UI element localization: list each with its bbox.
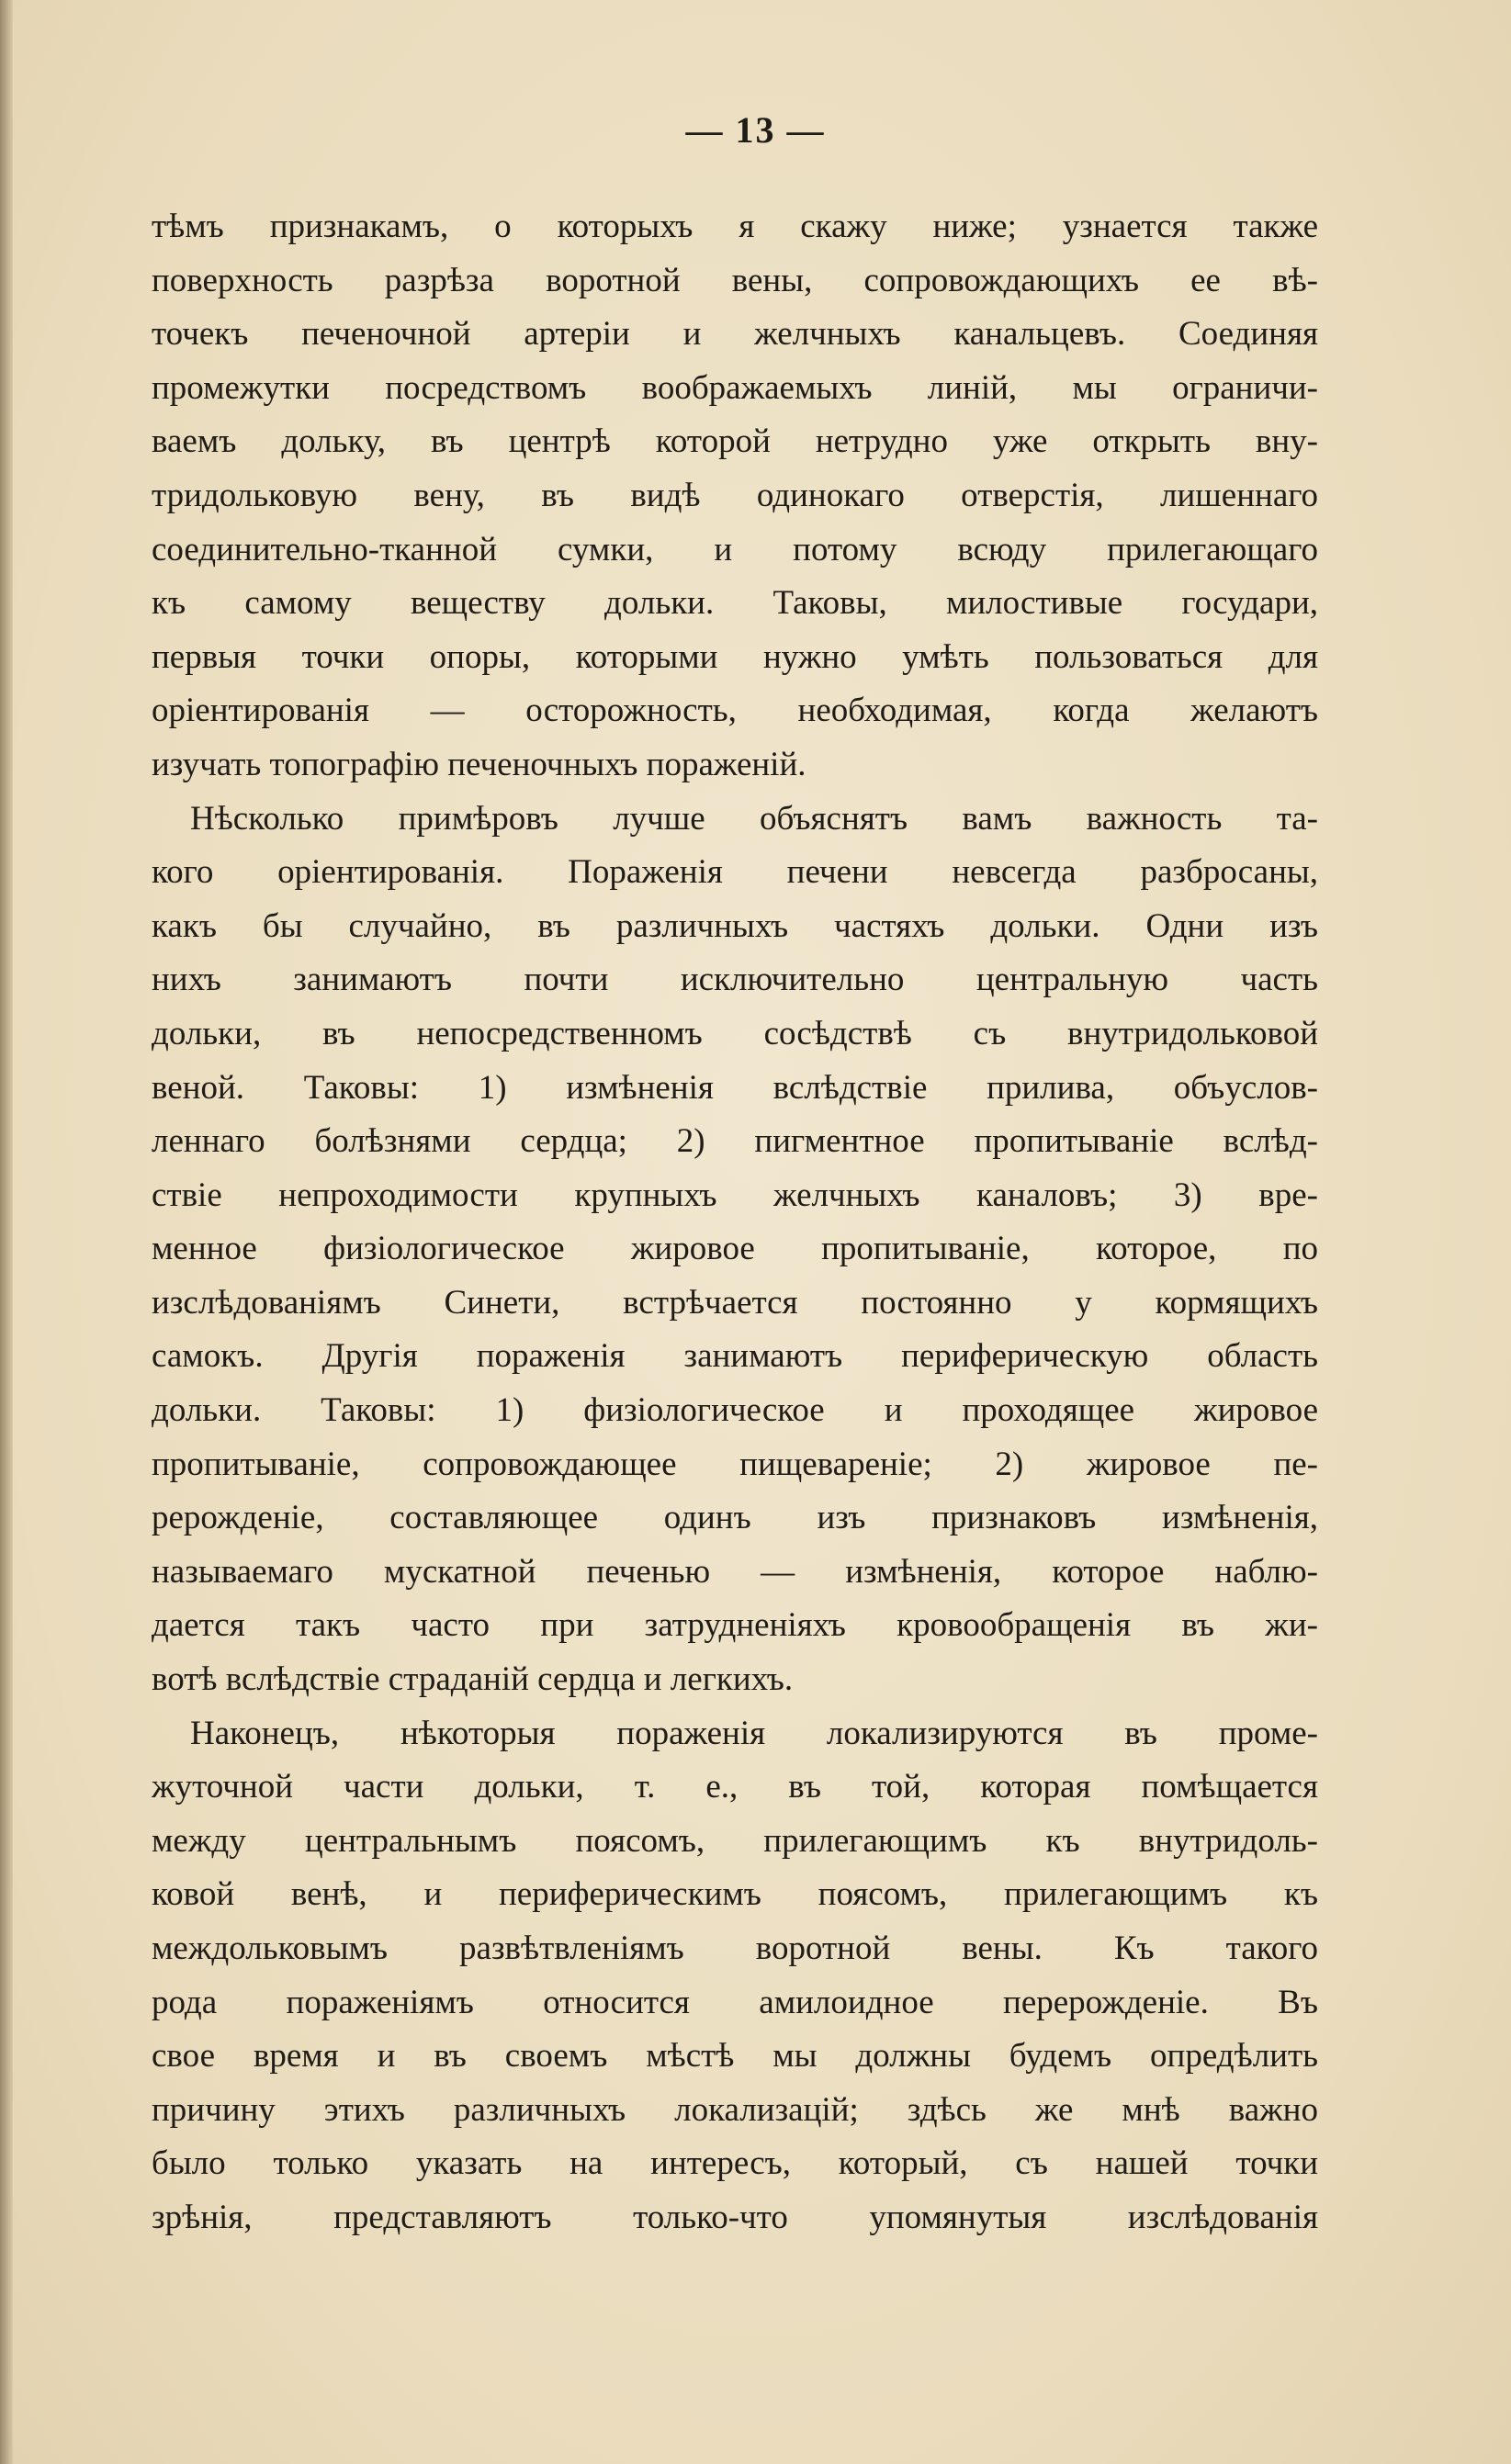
text-line: свое время и въ своемъ мѣстѣ мы должны будемъ опредѣлить — [152, 2037, 1318, 2076]
text-line: ваемъ дольку, въ центрѣ которой нетрудно уже открыть вну- — [152, 422, 1318, 461]
text-line: промежутки посредствомъ воображаемыхъ линій, мы ограничи- — [152, 368, 1318, 407]
text-line: ковой венѣ, и периферическимъ поясомъ, прилегающимъ къ — [152, 1875, 1318, 1914]
text-line: дается такъ часто при затрудненіяхъ кровообращенія въ жи- — [152, 1606, 1318, 1645]
text-line: рерожденіе, составляющее одинъ изъ признаковъ измѣненія, — [152, 1499, 1318, 1537]
text-line: дольки, въ непосредственномъ сосѣдствѣ съ внутридольковой — [152, 1014, 1318, 1052]
page-binding-edge — [0, 0, 13, 2464]
text-line: кого оріентированія. Пораженія печени невсегда разбросаны, — [152, 853, 1318, 892]
text-line: какъ бы случайно, въ различныхъ частяхъ дольки. Одни изъ — [152, 906, 1318, 945]
text-line: Наконецъ, нѣкоторыя пораженія локализируются въ проме- — [190, 1714, 1318, 1752]
text-line: изучать топографію печеночныхъ пораженій. — [152, 745, 806, 783]
text-line: оріентированія — осторожность, необходимая, когда желаютъ — [152, 692, 1318, 730]
text-line: менное физіологическое жировое пропитываніе, которое, по — [152, 1230, 1318, 1268]
text-line: рода пораженіямъ относится амилоидное перерожденіе. Въ — [152, 1983, 1318, 2021]
text-line: первыя точки опоры, которыми нужно умѣть пользоваться для — [152, 637, 1318, 676]
paragraph-3 — [152, 1707, 1318, 2245]
text-line: междольковымъ развѣтвленіямъ воротной вены. Къ такого — [152, 1930, 1318, 1967]
text-line: тридольковую вену, въ видѣ одинокаго отверстія, лишеннаго — [152, 476, 1318, 514]
text-line: тѣмъ признакамъ, о которыхъ я скажу ниже; узнается также — [152, 208, 1318, 245]
page-number: — 13 — — [685, 109, 826, 151]
text-line: причину этихъ различныхъ локализацій; здѣсь же мнѣ важно — [152, 2090, 1318, 2129]
text-line: веной. Таковы: 1) измѣненія вслѣдствіе прилива, объуслов- — [152, 1068, 1318, 1107]
text-line: пропитываніе, сопровождающее пищевареніе; 2) жировое пе- — [152, 1445, 1318, 1483]
paragraph-2 — [152, 793, 1318, 1707]
text-line: дольки. Таковы: 1) физіологическое и проходящее жировое — [152, 1391, 1318, 1430]
text-line: точекъ печеночной артеріи и желчныхъ канальцевъ. Соединяя — [152, 315, 1318, 354]
text-line: леннаго болѣзнями сердца; 2) пигментное пропитываніе вслѣд- — [152, 1122, 1318, 1161]
text-line: вотѣ вслѣдствіе страданій сердца и легкихъ. — [152, 1660, 794, 1699]
text-line: самокъ. Другія пораженія занимаютъ периферическую область — [152, 1337, 1318, 1376]
text-line: между центральнымъ поясомъ, прилегающимъ къ внутридоль- — [152, 1821, 1318, 1860]
text-line: зрѣнія, представляютъ только-что упомянутыя изслѣдованія — [152, 2198, 1318, 2236]
text-line: соединительно-тканной сумки, и потому всюду прилегающаго — [152, 530, 1318, 568]
text-line: было только указать на интересъ, который, съ нашей точки — [152, 2144, 1318, 2183]
text-line: называемаго мускатной печенью — измѣненія, которое наблю- — [152, 1552, 1318, 1591]
body-text — [152, 200, 1318, 2245]
text-line: ствіе непроходимости крупныхъ желчныхъ каналовъ; 3) вре- — [152, 1176, 1318, 1214]
text-line: поверхность разрѣза воротной вены, сопровождающихъ ее вѣ- — [152, 261, 1318, 299]
text-line: изслѣдованіямъ Синети, встрѣчается постоянно у кормящихъ — [152, 1283, 1318, 1322]
text-line: Нѣсколько примѣровъ лучше объяснятъ вамъ важность та- — [190, 799, 1318, 838]
paragraph-1 — [152, 200, 1318, 793]
text-line: нихъ занимаютъ почти исключительно центральную часть — [152, 961, 1318, 999]
text-line: къ самому веществу дольки. Таковы, милостивые государи, — [152, 584, 1318, 623]
text-line: жуточной части дольки, т. е., въ той, которая помѣщается — [152, 1768, 1318, 1806]
